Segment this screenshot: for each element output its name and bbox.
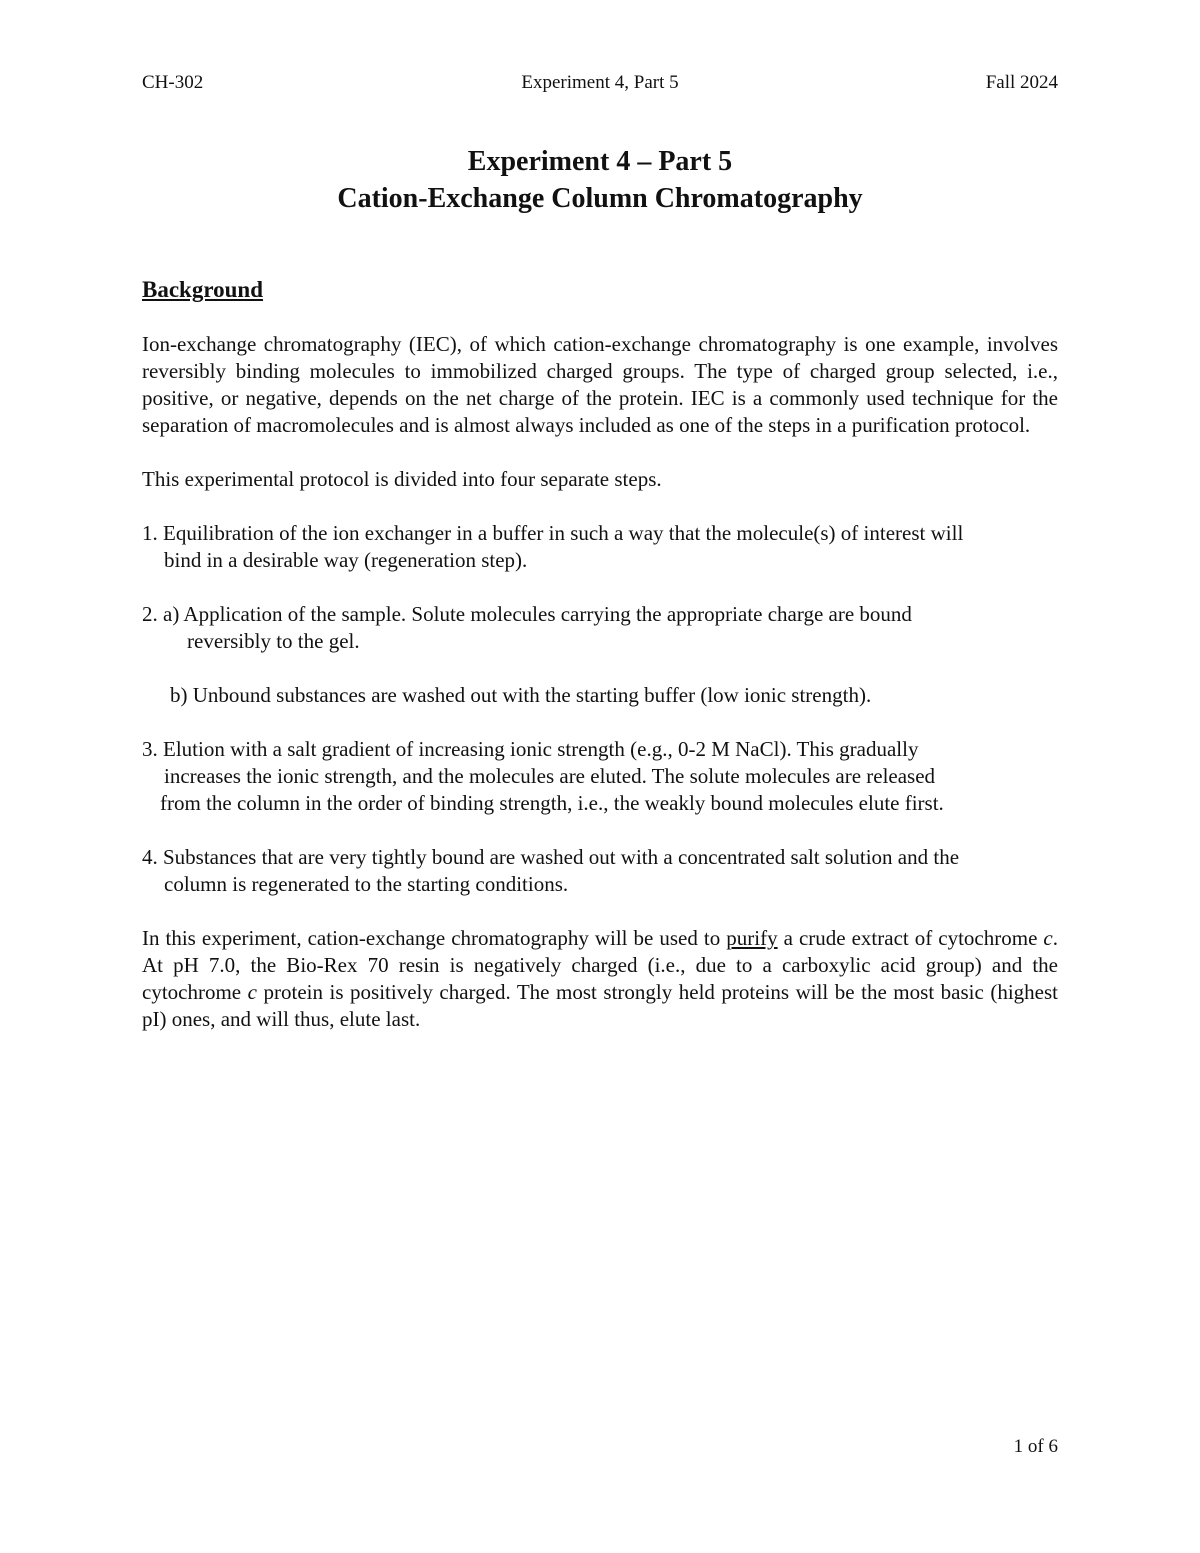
closing-c-1: c [1043, 926, 1053, 950]
step-3-line-2: increases the ionic strength, and the molecules are eluted. The solute molecules are released [164, 764, 936, 788]
document-title [142, 143, 1058, 217]
step-4 [142, 844, 1058, 898]
header-term: Fall 2024 [985, 72, 1058, 93]
header-course: CH-302 [142, 72, 204, 93]
step-2a-line-1: 2. a) Application of the sample. Solute molecules carrying the appropriate charge are bound [142, 602, 912, 626]
background-section [142, 276, 1058, 1033]
step-1-line-1: 1. Equilibration of the ion exchanger in a buffer in such a way that the molecule(s) of interest will [142, 521, 964, 545]
intro-paragraph: Ion-exchange chromatography (IEC), of which cation-exchange chromatography is one example, involves reversibly binding molecules to immobilized charged groups. The type of charged group selected, i.e., positive, or negative, depends on the net charge of the protein. IEC is a commonly used technique for the separation of macromolecules and is almost always included as one of the steps in a purification protocol. [142, 332, 1058, 437]
step-1-line-2: bind in a desirable way (regeneration step). [164, 548, 528, 572]
step-2a-line-2: reversibly to the gel. [187, 629, 360, 653]
step-4-line-2: column is regenerated to the starting conditions. [164, 872, 569, 896]
closing-text-4: protein is positively charged. The most strongly held proteins will be the most basic (highest pI) ones, and will thus, elute last. [142, 980, 1058, 1031]
protocol-intro: This experimental protocol is divided into four separate steps. [142, 467, 662, 491]
step-1 [142, 520, 1058, 574]
step-3-line-3: from the column in the order of binding strength, i.e., the weakly bound molecules elute first. [160, 791, 944, 815]
step-2a [142, 601, 1058, 655]
page-header [142, 72, 1058, 98]
closing-text-2: a crude extract of cytochrome [777, 926, 1044, 950]
title-line-2: Cation-Exchange Column Chromatography [337, 183, 863, 214]
closing-text-3: . At pH 7.0, the Bio-Rex 70 resin is negatively charged (i.e., due to a carboxylic acid group) and the cytochrome [142, 926, 1058, 1004]
header-experiment: Experiment 4, Part 5 [521, 72, 679, 93]
closing-c-2: c [247, 980, 257, 1004]
step-2b: b) Unbound substances are washed out with the starting buffer (low ionic strength). [170, 683, 872, 707]
closing-purify: purify [726, 926, 778, 950]
section-heading-background: Background [142, 277, 264, 302]
step-3 [142, 736, 1058, 817]
step-4-line-1: 4. Substances that are very tightly bound are washed out with a concentrated salt solution and the [142, 845, 960, 869]
step-3-line-1: 3. Elution with a salt gradient of increasing ionic strength (e.g., 0-2 M NaCl). This gradually [142, 737, 919, 761]
closing-paragraph [142, 925, 1058, 1033]
closing-text-1: In this experiment, cation-exchange chromatography will be used to [142, 926, 727, 950]
title-line-1: Experiment 4 – Part 5 [467, 146, 733, 177]
page-number: 1 of 6 [1013, 1436, 1058, 1457]
